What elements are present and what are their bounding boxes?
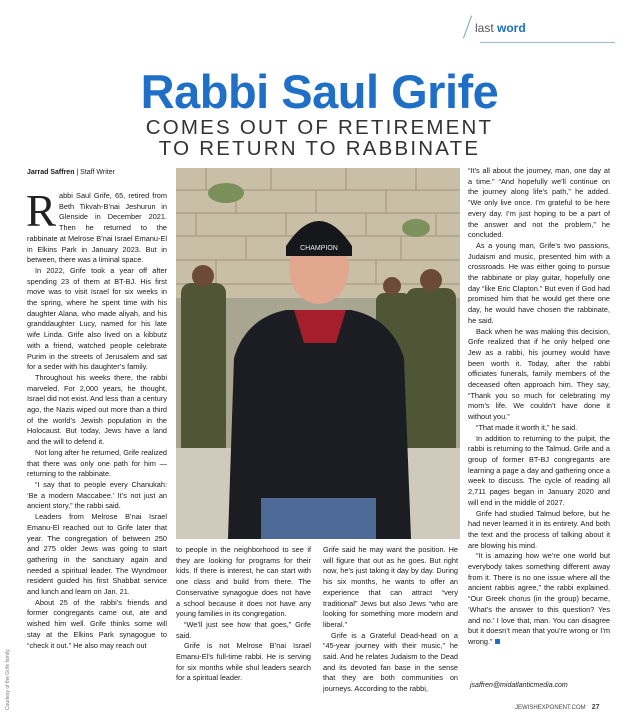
- photo-credit: Courtesy of the Grife family: [5, 649, 11, 710]
- photo-rabbi-western-wall: [176, 168, 460, 539]
- paragraph: “That made it worth it,” he said.: [476, 422, 578, 432]
- paragraph: “I say that to people every Chanukah: ‘Be a modern Maccabee.’ It’s not just an ancient story,” the rabbi said.: [27, 479, 167, 511]
- subhead-line-1: COMES OUT OF RETIREMENT: [145, 116, 494, 139]
- paragraph: Not long after he returned, Grife realized that there was only one path for him — returning to the rabbinate.: [27, 447, 167, 479]
- section-word: word: [497, 21, 526, 35]
- page-footer: [515, 704, 599, 711]
- article-column-2: [176, 545, 311, 684]
- paragraph: “It is amazing how we’re one world but everybody takes something different away from it. There is no one issue where all the ancient rabbis agree,” the rabbi explained. “Our Greek chorus (in the group) became, ‘What’s the answer to this question? Yes and no.’ I love that, man. You can disagree but it doesn’t mean that you’re wrong or I’m wrong.”: [468, 551, 610, 646]
- paragraph: Back when he was making this decision, Grife realized that if he only helped one Jew as a rabbi, his journey would have been worth it. Today, after the rabbi officiates funerals, family members of the deceased often approach him. They say, “Thank you so much for celebrating my mom’s life. We couldn’t have done it without you.”: [468, 326, 610, 422]
- paragraph: Throughout his weeks there, the rabbi marveled. For 2,000 years, he thought, Israel did not exist. And less than a century ago, the Nazis wiped out more than a third of the world’s Jewish population in the Holocaust. But today, Jews have a land and the will to defend it.: [27, 372, 167, 447]
- paragraph: Grife said he may want the position. He will figure that out as he goes. But right now, he’s just taking it day by day. During his six months, he wants to offer an experience that can attract “very traditional” Jews but also Jews “who are looking for something more modern and liberal.”: [323, 545, 458, 629]
- paragraph: “We’ll just see how that goes,” Grife said.: [176, 619, 311, 640]
- section-prefix: last: [475, 21, 498, 35]
- byline-name: Jarrad Saffren: [27, 169, 75, 176]
- drop-cap: R: [26, 186, 57, 236]
- byline-role: | Staff Writer: [74, 169, 115, 176]
- page-number: 27: [591, 704, 600, 711]
- hat-logo-text: CHAMPION: [300, 245, 338, 252]
- paragraph: About 25 of the rabbi’s friends and former congregants came out, ate and wished him well. Grife thinks some will stay at the Elkins Park synagogue to “check it out.” He also may reach out: [27, 597, 167, 650]
- paragraph: “It’s all about the journey, man, one day at a time.” “And hopefully we’ll continue on the journey along life’s path,” he added. “We only live once. I’m grateful to be here every day. I’m just hoping to be a part of the answer and not the problem,” he concluded.: [468, 166, 610, 240]
- article-column-3: [323, 545, 458, 695]
- paragraph: Grife is a Grateful Dead-head on a “45-year journey with their music,” he said. And he relates Judaism to the Dead and its devoted fan base in the sense that they are both communities on journeys. According to the rabbi,: [323, 630, 458, 694]
- subhead: [0, 117, 639, 159]
- subhead-line-2: TO RETURN TO RABBINATE: [158, 137, 481, 160]
- paragraph: Grife had studied Talmud before, but he had never learned it in its entirety. And both the text and the process of talking about it are blowing his mind.: [468, 508, 610, 550]
- paragraph: Grife is not Melrose B’nai Israel Emanu-El’s full-time rabbi. He is serving for six months while shul leaders search for a spiritual leader.: [176, 641, 311, 683]
- paragraph: Rabbi Saul Grife, 65, retired from Beth Tikvah-B’nai Jeshurun in Glenside in December 2021. Then he returned to the rabbinate at Melrose B’nai Israel Emanu-El in Elkins Park in January 2023. But in between, there was a liminal space.: [26, 186, 167, 265]
- paragraph: In addition to returning to the pulpit, the rabbi is returning to the Talmud. Grife and a group of former BT-BJ congregants are learning a page a day and gathering once a week to discuss. The cycle of reading all 2,711 pages began in January 2020 and will end in the middle of 2027.: [468, 433, 610, 507]
- footer-site: JEWISHEXPONENT.COM: [515, 705, 586, 711]
- paragraph: As a young man, Grife’s two passions, Judaism and music, presented him with a crossroads. He was either going to pursue the rabbinate or play guitar, hopefully one day “like Eric Clapton.” But even if God had promised him that he would get there one day, he would have chosen the rabbinate, he said.: [468, 240, 610, 325]
- article-photo: [176, 168, 460, 539]
- end-mark-icon: [495, 639, 500, 644]
- section-rule: [480, 42, 615, 43]
- section-slash: [463, 16, 472, 39]
- section-label: [475, 21, 526, 35]
- author-email[interactable]: jsaffren@midatlanticmedia.com: [470, 682, 568, 689]
- article-column-1: [26, 186, 167, 651]
- article-column-4: [468, 166, 610, 648]
- paragraph: Leaders from Melrose B’nai Israel Emanu-El reached out to Grife later that year. The congregation of between 250 and 275 older Jews was going to start gathering in the sanctuary again and needed a spiritual leader. The Wyndmoor resident guided his first Shabbat service and lunch and learn on Jan. 21.: [27, 512, 167, 597]
- paragraph: to people in the neighborhood to see if they are looking for programs for their kids. If there is interest, he can start with one class and build from there. The Conservative synagogue does not have a school because it does not have any young families in its congregation.: [176, 545, 311, 619]
- paragraph: In 2022, Grife took a year off after spending 23 of them at BT-BJ. His first move was to visit Israel for six weeks in the spring, where he spent time with his daughter Alana, who made aliyah, and his granddaughter Lucy, named for his late wife Linda. Grife also lived on a kibbutz with a friend, watched people celebrate Purim in the streets of Jerusalem and sat for a seder with his daughter’s family.: [27, 265, 167, 372]
- headline: Rabbi Saul Grife: [140, 65, 499, 118]
- byline: [27, 169, 115, 176]
